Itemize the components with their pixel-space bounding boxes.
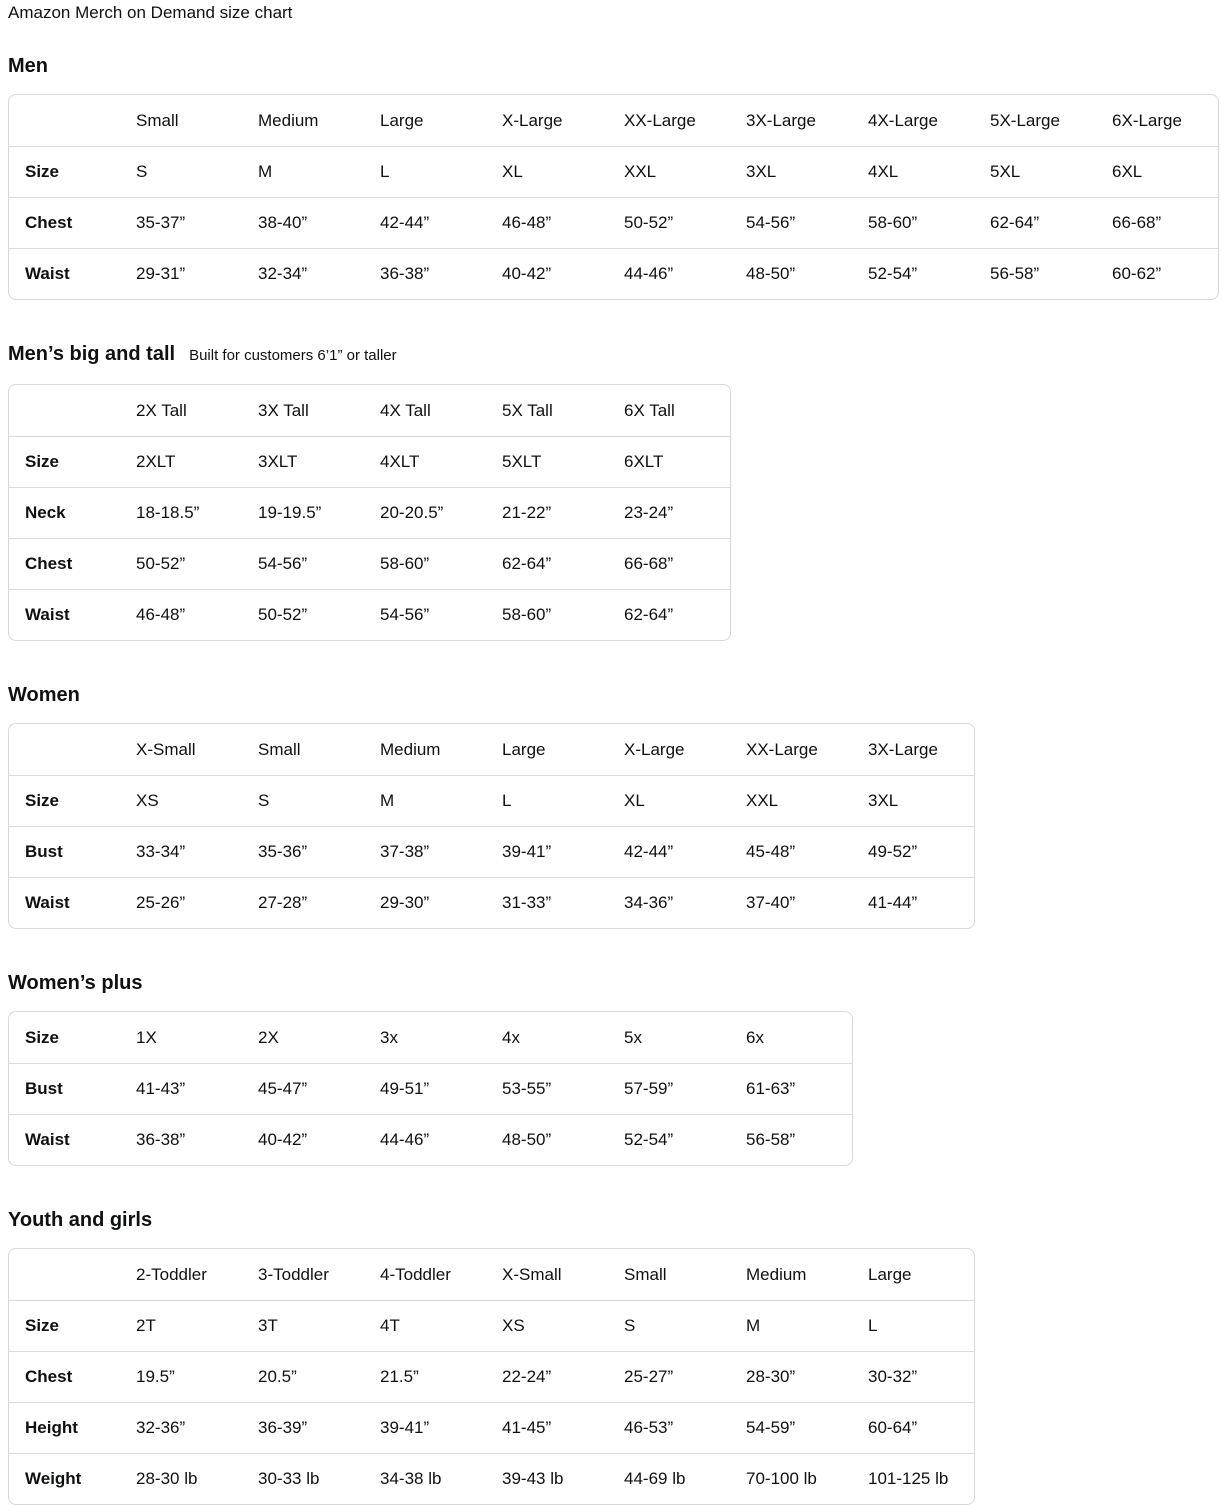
cell-value: 44-46” — [364, 1114, 486, 1165]
section-youth-and-girls — [8, 1208, 1214, 1505]
column-header: 2-Toddler — [136, 1264, 207, 1284]
cell-value: M — [364, 775, 486, 826]
table-row — [9, 197, 1218, 248]
section-men-heading-text: Men — [8, 55, 48, 77]
cell-value: 40-42” — [486, 248, 608, 299]
column-header: XX-Large — [746, 739, 818, 759]
cell-value: XS — [120, 775, 242, 826]
cell-value: 58-60” — [486, 589, 608, 640]
cell-value: 37-38” — [364, 826, 486, 877]
cell-value: 48-50” — [486, 1114, 608, 1165]
column-header: 2X Tall — [136, 400, 187, 420]
row-label: Chest — [9, 538, 120, 589]
column-header: Large — [502, 739, 546, 759]
cell-value: 25-26” — [120, 877, 242, 928]
cell-value: 30-33 lb — [242, 1453, 364, 1504]
row-label: Bust — [9, 826, 120, 877]
cell-value: S — [242, 775, 364, 826]
size-chart-page — [8, 2, 1214, 1505]
row-label: Bust — [9, 1063, 120, 1114]
cell-value: L — [852, 1300, 974, 1351]
section-womens-plus-heading-text: Women’s plus — [8, 972, 143, 994]
column-header: 3-Toddler — [258, 1264, 329, 1284]
row-label: Neck — [9, 487, 120, 538]
cell-value: 28-30 lb — [120, 1453, 242, 1504]
section-men — [8, 54, 1214, 300]
column-header: XX-Large — [624, 110, 696, 130]
cell-value: 60-62” — [1096, 248, 1218, 299]
cell-value: 40-42” — [242, 1114, 364, 1165]
column-header: 4X-Large — [868, 110, 938, 130]
youth-girls-size-table — [8, 1248, 975, 1505]
cell-value: 66-68” — [608, 538, 730, 589]
section-mens-big-and-tall — [8, 342, 1214, 641]
cell-value: 41-45” — [486, 1402, 608, 1453]
cell-value: 3XL — [852, 775, 974, 826]
cell-value: 6XLT — [608, 436, 730, 487]
table-row — [9, 248, 1218, 299]
table-header-row — [9, 724, 974, 775]
table-row — [9, 1114, 852, 1165]
cell-value: 18-18.5” — [120, 487, 242, 538]
cell-value: 62-64” — [486, 538, 608, 589]
cell-value: 4XLT — [364, 436, 486, 487]
table-row — [9, 826, 974, 877]
cell-value: 44-69 lb — [608, 1453, 730, 1504]
cell-value: 30-32” — [852, 1351, 974, 1402]
cell-value: 27-28” — [242, 877, 364, 928]
row-label: Waist — [9, 589, 120, 640]
cell-value: 49-51” — [364, 1063, 486, 1114]
cell-value: M — [730, 1300, 852, 1351]
cell-value: 36-38” — [120, 1114, 242, 1165]
cell-value: 62-64” — [974, 197, 1096, 248]
table-header-row — [9, 1249, 974, 1300]
cell-value: 33-34” — [120, 826, 242, 877]
table-row — [9, 1012, 852, 1063]
cell-value: 2XLT — [120, 436, 242, 487]
cell-value: 5XLT — [486, 436, 608, 487]
row-label: Size — [9, 775, 120, 826]
cell-value: 5x — [624, 1027, 642, 1047]
section-men-heading — [8, 54, 1214, 78]
cell-value: 6x — [746, 1027, 764, 1047]
column-header: X-Small — [502, 1264, 562, 1284]
page-title: Amazon Merch on Demand size chart — [8, 3, 293, 22]
cell-value: 34-36” — [608, 877, 730, 928]
cell-value: 41-44” — [852, 877, 974, 928]
column-header: 3X Tall — [258, 400, 309, 420]
cell-value: 2T — [120, 1300, 242, 1351]
row-label-header — [9, 385, 120, 436]
cell-value: 2X — [258, 1027, 279, 1047]
cell-value: 42-44” — [364, 197, 486, 248]
column-header: X-Large — [624, 739, 685, 759]
row-label: Height — [9, 1402, 120, 1453]
cell-value: 22-24” — [486, 1351, 608, 1402]
cell-value: 32-36” — [120, 1402, 242, 1453]
cell-value: 39-41” — [486, 826, 608, 877]
row-label-header — [9, 724, 120, 775]
cell-value: 39-41” — [364, 1402, 486, 1453]
column-header: Medium — [380, 739, 441, 759]
table-row — [9, 1351, 974, 1402]
section-women-heading — [8, 683, 1214, 707]
column-header: Small — [258, 739, 301, 759]
cell-value: 60-64” — [852, 1402, 974, 1453]
table-header-row — [9, 95, 1218, 146]
cell-value: 50-52” — [608, 197, 730, 248]
cell-value: 23-24” — [608, 487, 730, 538]
cell-value: 53-55” — [486, 1063, 608, 1114]
row-label: Size — [9, 436, 120, 487]
cell-value: 70-100 lb — [730, 1453, 852, 1504]
table-row — [9, 487, 730, 538]
table-row — [9, 589, 730, 640]
column-header: 5X Tall — [502, 400, 553, 420]
column-header: 3X-Large — [746, 110, 816, 130]
cell-value: 101-125 lb — [852, 1453, 974, 1504]
table-row — [9, 775, 974, 826]
cell-value: 31-33” — [486, 877, 608, 928]
cell-value: 48-50” — [730, 248, 852, 299]
cell-value: 45-48” — [730, 826, 852, 877]
row-label: Chest — [9, 197, 120, 248]
cell-value: L — [364, 146, 486, 197]
cell-value: 1X — [136, 1027, 157, 1047]
cell-value: 3XL — [730, 146, 852, 197]
cell-value: 45-47” — [242, 1063, 364, 1114]
cell-value: 50-52” — [242, 589, 364, 640]
cell-value: XL — [486, 146, 608, 197]
row-label: Waist — [9, 1114, 120, 1165]
column-header: 6X-Large — [1112, 110, 1182, 130]
table-row — [9, 436, 730, 487]
cell-value: XS — [486, 1300, 608, 1351]
cell-value: 54-56” — [364, 589, 486, 640]
cell-value: XXL — [608, 146, 730, 197]
section-youth-heading-text: Youth and girls — [8, 1209, 153, 1231]
column-header: Small — [624, 1264, 667, 1284]
cell-value: 37-40” — [730, 877, 852, 928]
column-header: Medium — [746, 1264, 807, 1284]
cell-value: 29-31” — [120, 248, 242, 299]
row-label: Weight — [9, 1453, 120, 1504]
section-big-tall-subtitle: Built for customers 6’1” or taller — [189, 347, 397, 364]
column-header: X-Large — [502, 110, 563, 130]
row-label: Waist — [9, 877, 120, 928]
cell-value: 32-34” — [242, 248, 364, 299]
table-row — [9, 1063, 852, 1114]
cell-value: 3T — [242, 1300, 364, 1351]
column-header: 3X-Large — [868, 739, 938, 759]
cell-value: 39-43 lb — [486, 1453, 608, 1504]
section-big-tall-heading — [8, 342, 1214, 368]
cell-value: 58-60” — [852, 197, 974, 248]
cell-value: XXL — [730, 775, 852, 826]
cell-value: 56-58” — [730, 1114, 852, 1165]
cell-value: 46-53” — [608, 1402, 730, 1453]
cell-value: 44-46” — [608, 248, 730, 299]
cell-value: 58-60” — [364, 538, 486, 589]
column-header: Large — [380, 110, 424, 130]
cell-value: 35-36” — [242, 826, 364, 877]
cell-value: 46-48” — [486, 197, 608, 248]
table-row — [9, 146, 1218, 197]
cell-value: 54-56” — [242, 538, 364, 589]
cell-value: 6XL — [1096, 146, 1218, 197]
cell-value: 54-56” — [730, 197, 852, 248]
cell-value: 28-30” — [730, 1351, 852, 1402]
cell-value: 3XLT — [242, 436, 364, 487]
cell-value: 4x — [502, 1027, 520, 1047]
mens-big-tall-size-table — [8, 384, 731, 641]
cell-value: 46-48” — [120, 589, 242, 640]
row-label-header — [9, 95, 120, 146]
column-header: Small — [136, 110, 179, 130]
cell-value: XL — [608, 775, 730, 826]
cell-value: 42-44” — [608, 826, 730, 877]
cell-value: 49-52” — [852, 826, 974, 877]
cell-value: 52-54” — [608, 1114, 730, 1165]
column-header: 6X Tall — [624, 400, 675, 420]
table-header-row — [9, 385, 730, 436]
section-youth-heading — [8, 1208, 1214, 1232]
section-big-tall-heading-text: Men’s big and tall — [8, 343, 176, 365]
section-women-heading-text: Women — [8, 684, 80, 706]
column-header: 4X Tall — [380, 400, 431, 420]
section-women — [8, 683, 1214, 929]
table-row — [9, 538, 730, 589]
column-header: X-Small — [136, 739, 196, 759]
cell-value: 36-38” — [364, 248, 486, 299]
table-row — [9, 877, 974, 928]
cell-value: 36-39” — [242, 1402, 364, 1453]
row-label: Size — [9, 146, 120, 197]
cell-value: 3x — [380, 1027, 398, 1047]
women-size-table — [8, 723, 975, 929]
cell-value: 34-38 lb — [364, 1453, 486, 1504]
cell-value: 21.5” — [364, 1351, 486, 1402]
table-row — [9, 1300, 974, 1351]
column-header: 5X-Large — [990, 110, 1060, 130]
column-header: Large — [868, 1264, 912, 1284]
section-womens-plus — [8, 971, 1214, 1166]
row-label: Size — [9, 1300, 120, 1351]
row-label: Size — [25, 1027, 60, 1047]
cell-value: 56-58” — [974, 248, 1096, 299]
cell-value: 35-37” — [120, 197, 242, 248]
cell-value: L — [486, 775, 608, 826]
cell-value: 21-22” — [486, 487, 608, 538]
row-label: Chest — [9, 1351, 120, 1402]
cell-value: 66-68” — [1096, 197, 1218, 248]
men-size-table — [8, 94, 1219, 300]
cell-value: 54-59” — [730, 1402, 852, 1453]
cell-value: 62-64” — [608, 589, 730, 640]
cell-value: 4XL — [852, 146, 974, 197]
table-row — [9, 1402, 974, 1453]
cell-value: 50-52” — [120, 538, 242, 589]
cell-value: S — [120, 146, 242, 197]
cell-value: 52-54” — [852, 248, 974, 299]
section-womens-plus-heading — [8, 971, 1214, 995]
cell-value: 41-43” — [120, 1063, 242, 1114]
womens-plus-size-table — [8, 1011, 853, 1166]
row-label-header — [9, 1249, 120, 1300]
cell-value: 25-27” — [608, 1351, 730, 1402]
cell-value: 19.5” — [120, 1351, 242, 1402]
cell-value: 4T — [364, 1300, 486, 1351]
row-label: Waist — [9, 248, 120, 299]
cell-value: 38-40” — [242, 197, 364, 248]
cell-value: M — [242, 146, 364, 197]
cell-value: 20-20.5” — [364, 487, 486, 538]
cell-value: 61-63” — [730, 1063, 852, 1114]
cell-value: 19-19.5” — [242, 487, 364, 538]
column-header: Medium — [258, 110, 319, 130]
cell-value: 5XL — [974, 146, 1096, 197]
column-header: 4-Toddler — [380, 1264, 451, 1284]
cell-value: 20.5” — [242, 1351, 364, 1402]
cell-value: S — [608, 1300, 730, 1351]
table-row — [9, 1453, 974, 1504]
cell-value: 57-59” — [608, 1063, 730, 1114]
cell-value: 29-30” — [364, 877, 486, 928]
